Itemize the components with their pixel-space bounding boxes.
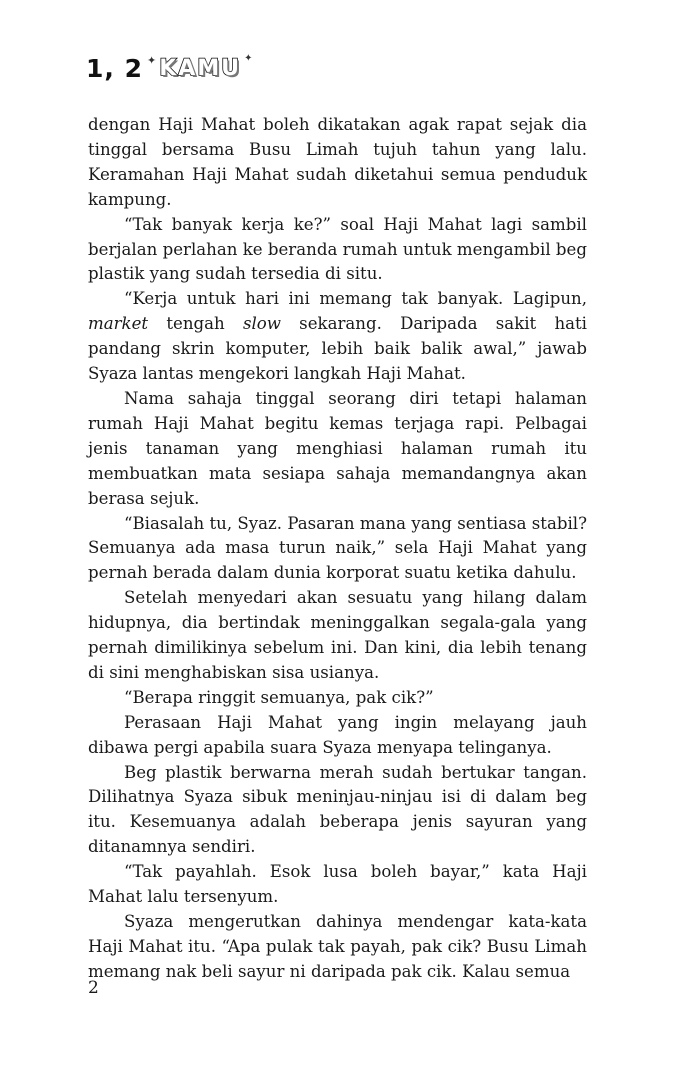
paragraph: “Berapa ringgit semuanya, pak cik?” (124, 687, 434, 707)
paragraph-text: “Kerja untuk hari ini memang tak banyak. Lagipun, (124, 289, 587, 309)
italic-term: slow (242, 314, 281, 334)
paragraph (88, 287, 587, 387)
paragraph: Setelah menyedari akan sesuatu yang hilang dalam hidupnya, dia bertindak meninggalkan segala-gala yang pernah dimilikinya sebelum ini. Dan kini, dia lebih tenang di sini menghabiskan sisa usianya. (88, 588, 587, 682)
italic-term: market (88, 314, 149, 334)
paragraph: Syaza mengerutkan dahinya mendengar kata-kata Haji Mahat itu. “Apa pulak tak payah, pak cik? Busu Limah memang nak beli sayur ni daripada pak cik. Kalau semua (88, 912, 587, 981)
paragraph-text: sekarang. Daripada sakit hati pandang skrin komputer, lebih baik balik awal,” jawab Syaza lantas mengekori langkah Haji Mahat. (88, 314, 587, 384)
paragraph: “Tak payahlah. Esok lusa boleh bayar,” kata Haji Mahat lalu tersenyum. (88, 862, 587, 907)
paragraph: “Tak banyak kerja ke?” soal Haji Mahat lagi sambil berjalan perlahan ke beranda rumah untuk mengambil beg plastik yang sudah tersedia di situ. (88, 214, 587, 284)
logo-number: 1, 2 (86, 53, 143, 83)
paragraph: Nama sahaja tinggal seorang diri tetapi halaman rumah Haji Mahat begitu kemas terjaga rapi. Pelbagai jenis tanaman yang menghiasi halaman rumah itu membuatkan mata sesiapa sahaja memandangnya akan berasa sejuk. (88, 388, 587, 508)
paragraph: Perasaan Haji Mahat yang ingin melayang jauh dibawa pergi apabila suara Syaza menyapa telinganya. (88, 712, 587, 757)
paragraph: dengan Haji Mahat boleh dikatakan agak rapat sejak dia tinggal bersama Busu Limah tujuh tahun yang lalu. Keramahan Haji Mahat sudah diketahui semua penduduk kampung. (88, 115, 587, 209)
paragraph: Beg plastik berwarna merah sudah bertukar tangan. Dilihatnya Syaza sibuk meninjau-ninjau isi di dalam beg itu. Kesemuanya adalah beberapa jenis sayuran yang ditanamnya sendiri. (88, 762, 587, 857)
sparkle-icon: ✦ (244, 52, 253, 64)
paragraph: “Biasalah tu, Syaz. Pasaran mana yang sentiasa stabil? Semuanya ada masa turun naik,” sela Haji Mahat yang pernah berada dalam dunia korporat suatu ketika dahulu. (88, 513, 587, 583)
body-text (88, 113, 587, 985)
book-title-logo (86, 48, 252, 88)
page-number: 2 (88, 978, 99, 998)
paragraph-text: tengah (148, 314, 243, 334)
sparkle-icon: ✦ (147, 53, 157, 67)
logo-word: KAMU (159, 55, 242, 81)
